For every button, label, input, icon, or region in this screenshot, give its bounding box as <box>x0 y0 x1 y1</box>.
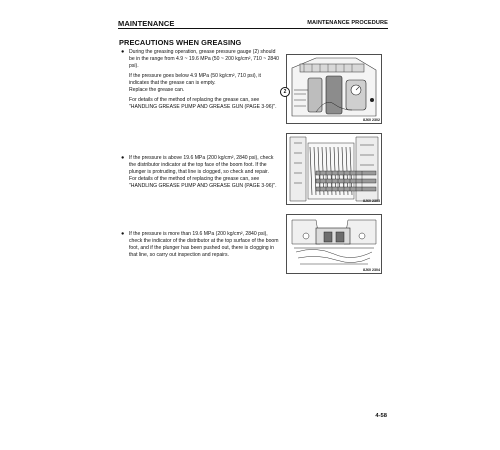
figure-code: 8J60 2304 <box>363 268 380 272</box>
header-rule <box>118 28 388 29</box>
bullet-dot: ● <box>121 49 125 55</box>
page-number: 4-58 <box>375 413 387 419</box>
bullet-dot: ● <box>121 155 125 161</box>
bullet-item-2 <box>121 155 279 193</box>
item-2-para-1: If the pressure is above 19.6 MPa (200 kg/cm², 2840 psi), check the distributor indicator at the top face of the boom foot. If the plunger is protruding, that line is clogged, so check and repair. <box>129 155 274 175</box>
figure-code: 8J60 2303 <box>363 199 380 203</box>
section-title: PRECAUTIONS WHEN GREASING <box>119 38 242 47</box>
figure-boom-foot-drawing <box>286 214 382 274</box>
figure-code: 8J60 2302 <box>363 118 380 122</box>
item-1-para-3: Replace the grease can. <box>129 86 185 93</box>
header-chapter: MAINTENANCE PROCEDURE <box>307 20 388 26</box>
bullet-dot: ● <box>121 231 125 237</box>
item-1-para-4: For details of the method of replacing the grease can, see "HANDLING GREASE PUMP AND GREASE GUN (PAGE 3-96)". <box>129 97 277 111</box>
figure-grease-gauge <box>283 54 382 124</box>
bullet-item-1 <box>121 49 279 114</box>
figure-grease-gauge-drawing <box>286 54 382 124</box>
item-3-para-1: If the pressure is more than 19.6 MPa (200 kg/cm², 2840 psi), check the indicator of the distributor at the top surface of the boom foot, and if the plunger has been pushed out, there is clogging in that line, so carry out inspection and repairs. <box>129 231 279 258</box>
item-2-para-2: For details of the method of replacing the grease can, see "HANDLING GREASE PUMP AND GREASE GUN (PAGE 3-96)". <box>129 175 277 189</box>
figure-distributor-indicator <box>286 133 382 205</box>
item-1-para-2: If the pressure goes below 4.9 MPa (50 kg/cm², 710 psi), it indicates that the grease can is empty. <box>129 73 261 87</box>
callout-2: 2 <box>280 87 290 97</box>
bullet-item-3 <box>121 231 279 262</box>
item-1-para-1: During the greasing operation, grease pressure gauge (2) should be in the range from 4.9 ~ 19.6 MPa (50 ~ 200 kg/cm², 710 ~ 2840 psi). <box>129 49 279 69</box>
figure-boom-foot <box>286 214 382 274</box>
header-section: MAINTENANCE <box>118 19 175 28</box>
figure-distributor-drawing <box>286 133 382 205</box>
